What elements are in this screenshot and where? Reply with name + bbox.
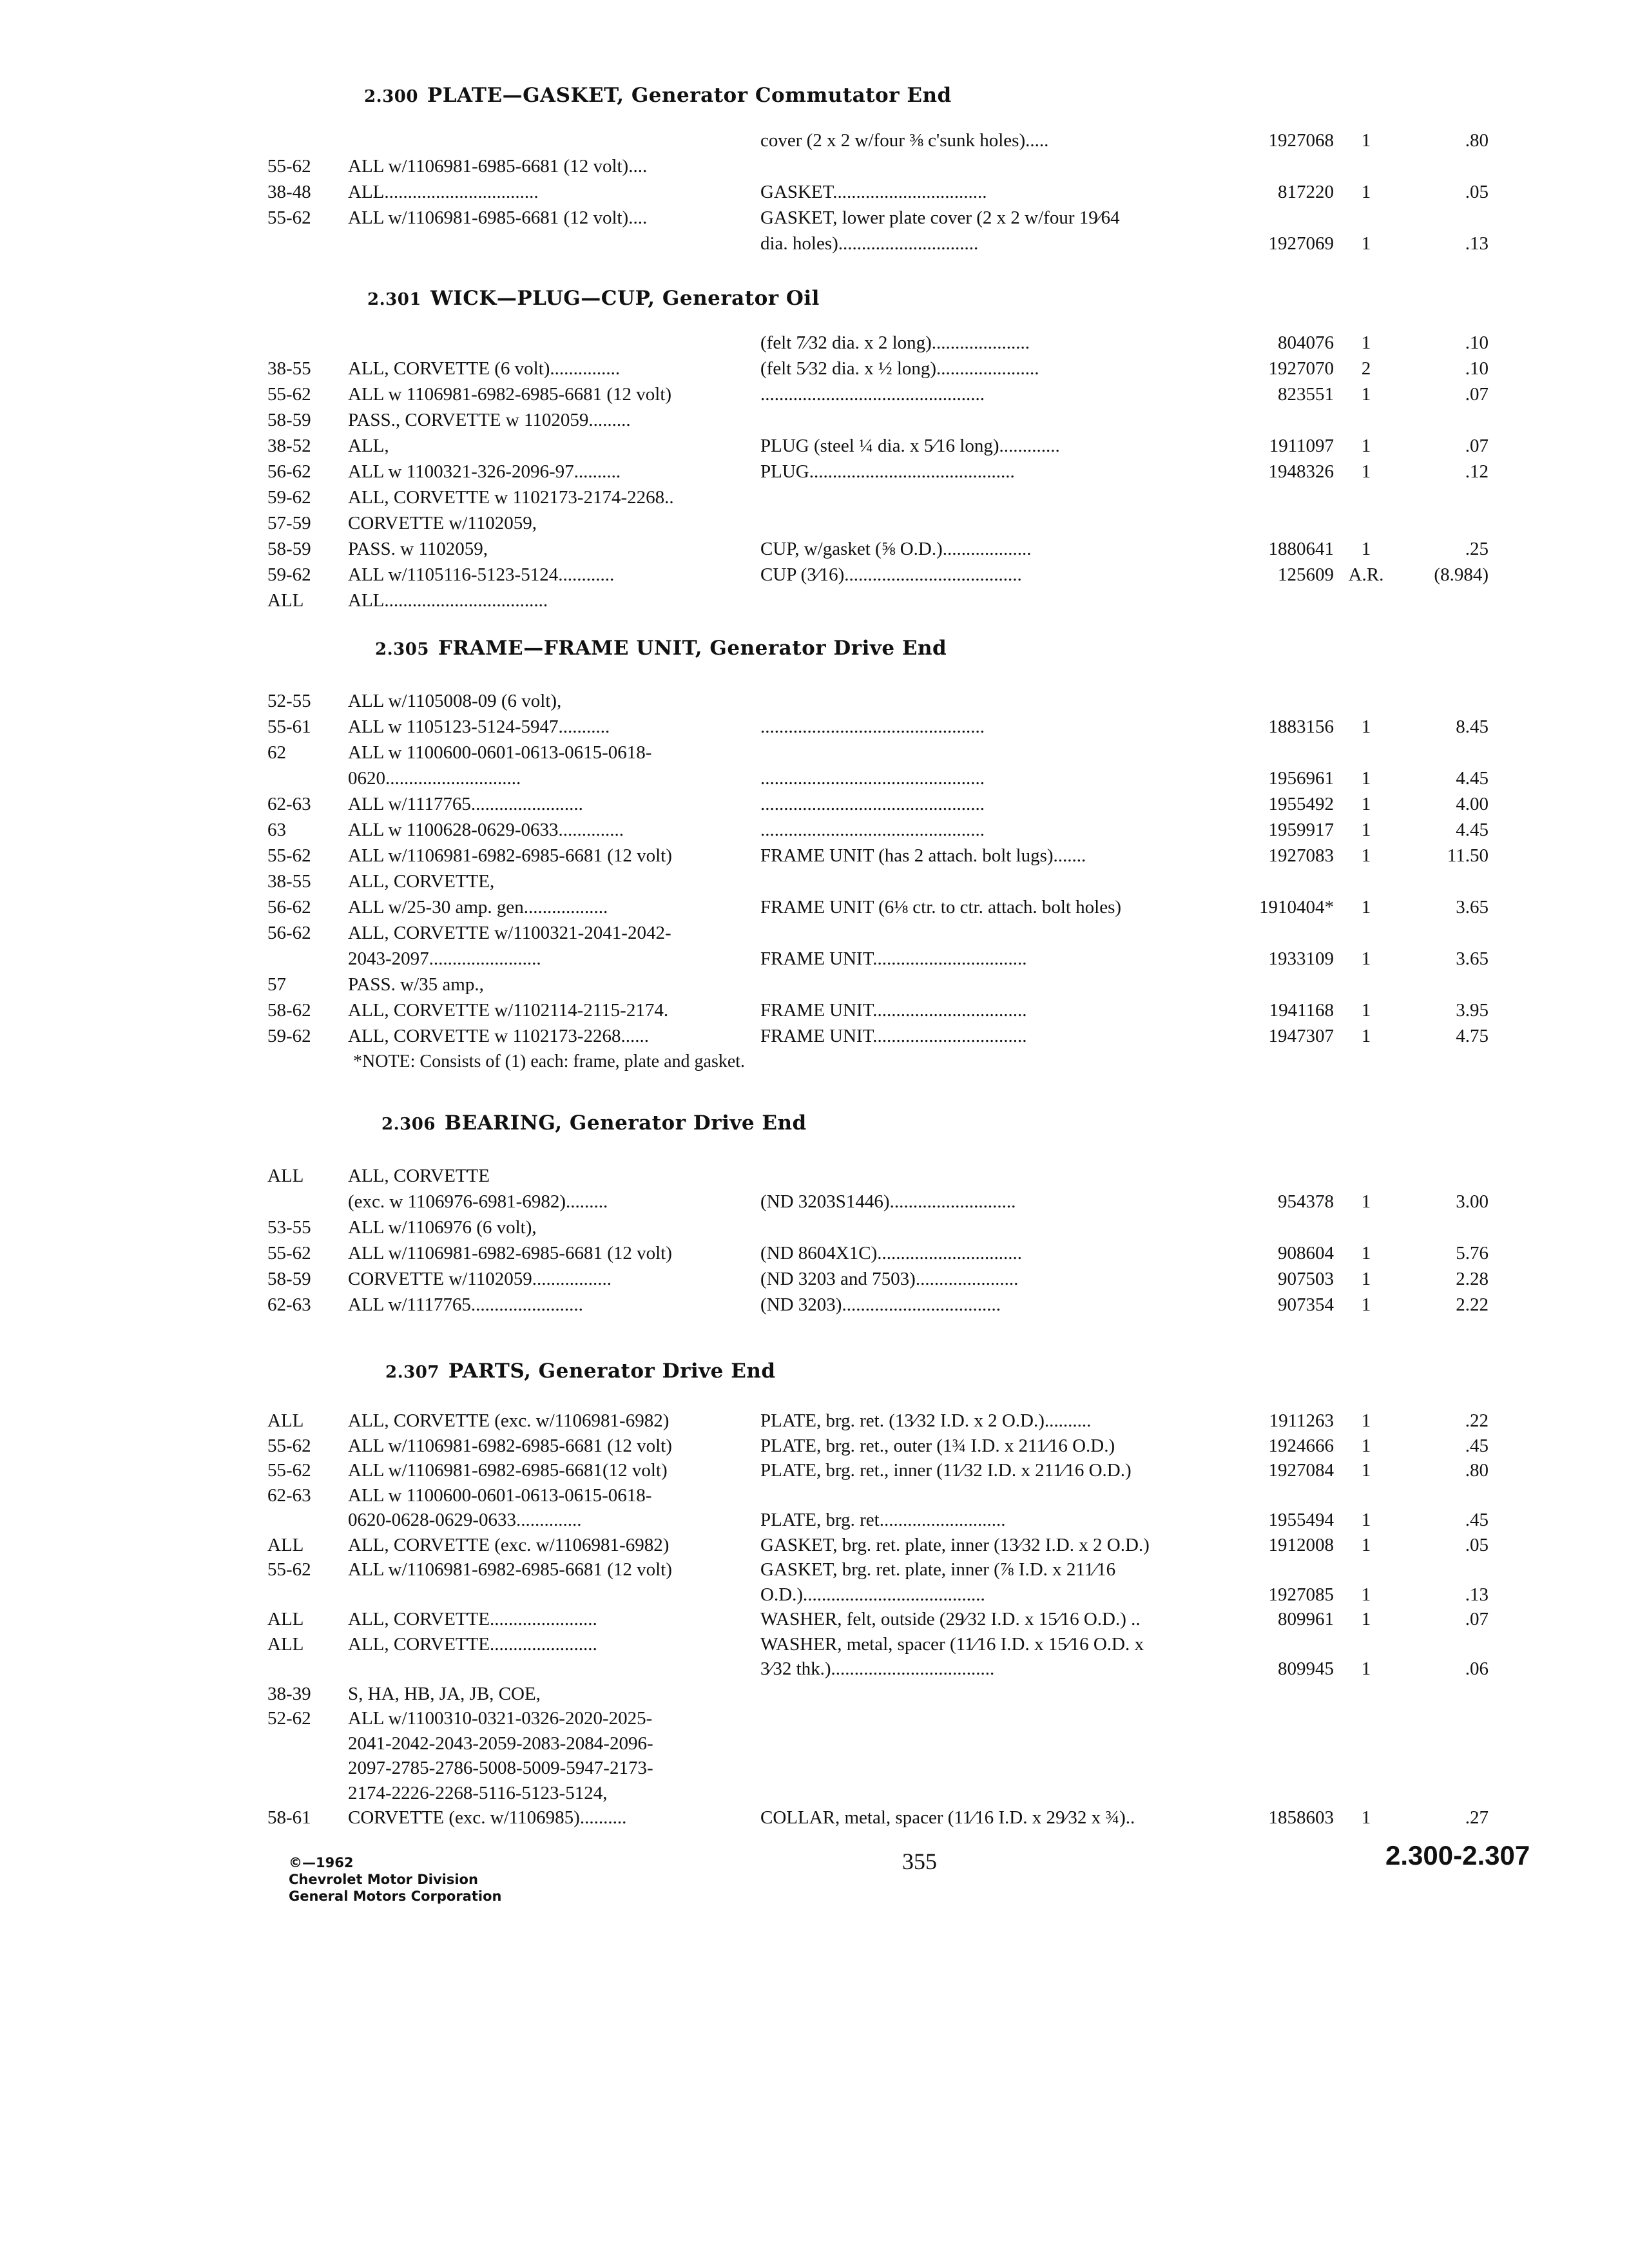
cell-qty: 1	[1361, 1269, 1371, 1289]
cell-part: 823551	[1278, 384, 1334, 405]
cell-app: ALL w 1100321-326-2096-97..........	[348, 461, 621, 482]
cell-app: CORVETTE w/1102059,	[348, 513, 537, 533]
cell-desc: ................................................	[760, 768, 985, 789]
parts-row	[0, 485, 1629, 510]
cell-price: 4.00	[1456, 794, 1489, 814]
cell-qty: 1	[1361, 845, 1371, 866]
cell-desc: FRAME UNIT.................................	[760, 1026, 1027, 1046]
cell-part: 1910404*	[1259, 897, 1334, 918]
cell-app: ALL...................................	[348, 590, 548, 611]
cell-price: .13	[1465, 1584, 1489, 1605]
cell-desc: PLATE, brg. ret., outer (1¾ I.D. x 211⁄16 O.D.)	[760, 1435, 1115, 1456]
cell-qty: 1	[1361, 233, 1371, 254]
cell-part: 1927085	[1268, 1584, 1334, 1605]
cell-desc: (ND 3203)..................................	[760, 1294, 1001, 1315]
cell-year: 55-62	[267, 1435, 311, 1456]
cell-price: .05	[1465, 182, 1489, 202]
parts-row	[0, 459, 1629, 485]
cell-qty: 1	[1361, 461, 1371, 482]
cell-desc: GASKET, lower plate cover (2 x 2 w/four 19⁄64	[760, 207, 1120, 228]
cell-app: ALL w/1105116-5123-5124............	[348, 564, 615, 585]
cell-app: ALL, CORVETTE.......................	[348, 1633, 597, 1655]
cell-qty: 1	[1361, 794, 1371, 814]
copyright-text: ©—1962	[289, 1855, 354, 1870]
section-title	[375, 637, 947, 660]
cell-app: ALL, CORVETTE w/1100321-2041-2042-	[348, 923, 671, 943]
cell-year: 38-52	[267, 436, 311, 456]
cell-part: 1948326	[1268, 461, 1334, 482]
cell-part: 1956961	[1268, 768, 1334, 789]
parts-row	[0, 1656, 1629, 1682]
parts-row	[0, 740, 1629, 765]
cell-qty: 1	[1361, 1807, 1371, 1828]
parts-row	[0, 817, 1629, 843]
cell-desc: GASKET.................................	[760, 182, 987, 202]
cell-year: 55-62	[267, 1460, 311, 1481]
parts-row	[0, 1408, 1629, 1434]
parts-row	[0, 588, 1629, 613]
parts-row	[0, 179, 1629, 205]
cell-part: 1912008	[1268, 1534, 1334, 1555]
cell-app: ALL w/1106981-6982-6985-6681 (12 volt)	[348, 1559, 672, 1580]
cell-app: 0620-0628-0629-0633..............	[348, 1510, 582, 1530]
parts-row	[0, 894, 1629, 920]
cell-year: 55-62	[267, 207, 311, 228]
cell-qty: 1	[1361, 1410, 1371, 1431]
cell-part: 1858603	[1268, 1807, 1334, 1828]
cell-qty: 1	[1361, 1460, 1371, 1481]
cell-desc: CUP, w/gasket (⅝ O.D.)...................	[760, 539, 1032, 559]
cell-app: ALL w 1100600-0601-0613-0615-0618-	[348, 1485, 652, 1506]
cell-app: ALL, CORVETTE.......................	[348, 1609, 597, 1629]
parts-row	[0, 1023, 1629, 1049]
cell-desc: (felt 7⁄32 dia. x 2 long).....................	[760, 332, 1030, 353]
cell-part: 809945	[1278, 1658, 1334, 1679]
section-title	[381, 1111, 807, 1135]
cell-qty: 1	[1361, 820, 1371, 840]
parts-row	[0, 433, 1629, 459]
parts-row	[0, 1606, 1629, 1632]
parts-row	[0, 997, 1629, 1023]
cell-desc: 3⁄32 thk.)...................................	[760, 1658, 995, 1679]
cell-qty: 1	[1361, 182, 1371, 202]
cell-qty: 1	[1361, 130, 1371, 151]
cell-year: 55-62	[267, 156, 311, 177]
cell-qty: 1	[1361, 1294, 1371, 1315]
cell-price: .45	[1465, 1510, 1489, 1530]
parts-row	[0, 381, 1629, 407]
cell-part: 1911263	[1269, 1410, 1334, 1431]
cell-year: ALL	[267, 1410, 304, 1431]
cell-year: 59-62	[267, 1026, 311, 1046]
cell-price: 2.22	[1456, 1294, 1489, 1315]
cell-price: .10	[1465, 332, 1489, 353]
cell-qty: 1	[1361, 1191, 1371, 1212]
parts-row	[0, 946, 1629, 972]
cell-qty: 1	[1361, 1534, 1371, 1555]
cell-part: 1933109	[1268, 948, 1334, 969]
cell-year: 59-62	[267, 487, 311, 508]
cell-desc: ................................................	[760, 820, 985, 840]
cell-year: 63	[267, 820, 286, 840]
cell-app: ALL w/1106976 (6 volt),	[348, 1217, 537, 1238]
parts-row	[0, 1433, 1629, 1459]
cell-year: 53-55	[267, 1217, 311, 1238]
cell-year: 58-62	[267, 1000, 311, 1021]
cell-app: ALL,	[348, 436, 389, 456]
cell-app: ALL w/1106981-6982-6985-6681 (12 volt)	[348, 845, 672, 866]
cell-app: S, HA, HB, JA, JB, COE,	[348, 1683, 541, 1704]
parts-row	[0, 510, 1629, 536]
cell-part: 809961	[1278, 1609, 1334, 1629]
parts-row	[0, 765, 1629, 791]
cell-desc: FRAME UNIT.................................	[760, 948, 1027, 969]
cell-desc: FRAME UNIT (6⅛ ctr. to ctr. attach. bolt holes)	[760, 897, 1122, 918]
cell-desc: (ND 3203 and 7503)......................	[760, 1269, 1019, 1289]
cell-part: 817220	[1278, 182, 1334, 202]
cell-year: 55-62	[267, 1559, 311, 1580]
cell-qty: 1	[1361, 948, 1371, 969]
cell-year: 56-62	[267, 923, 311, 943]
cell-part: 1927084	[1268, 1460, 1334, 1481]
cell-part: 1959917	[1268, 820, 1334, 840]
cell-app: PASS. w/35 amp.,	[348, 974, 484, 995]
cell-price: .27	[1465, 1807, 1489, 1828]
cell-app: ALL w/1106981-6985-6681 (12 volt)....	[348, 156, 648, 177]
cell-app: ALL.................................	[348, 182, 539, 202]
cell-price: 11.50	[1447, 845, 1489, 866]
cell-part: 1924666	[1268, 1435, 1334, 1456]
cell-part: 1947307	[1268, 1026, 1334, 1046]
cell-app: ALL w/1117765........................	[348, 794, 583, 814]
parts-row	[0, 1240, 1629, 1266]
cell-price: 3.65	[1456, 948, 1489, 969]
cell-year: 38-39	[267, 1683, 311, 1704]
cell-part: 954378	[1278, 1191, 1334, 1212]
cell-app: ALL w 1100628-0629-0633..............	[348, 820, 624, 840]
section-name: PARTS, Generator Drive End	[448, 1360, 776, 1383]
parts-row	[0, 972, 1629, 997]
cell-price: .80	[1465, 130, 1489, 151]
parts-row	[0, 791, 1629, 817]
cell-year: 58-59	[267, 410, 311, 430]
cell-qty: 1	[1361, 768, 1371, 789]
cell-price: .06	[1465, 1658, 1489, 1679]
cell-year: 38-55	[267, 358, 311, 379]
section-title	[385, 1360, 776, 1383]
cell-price: 4.75	[1456, 1026, 1489, 1046]
cell-app: ALL w/1106981-6982-6985-6681 (12 volt)	[348, 1435, 672, 1456]
cell-app: (exc. w 1106976-6981-6982).........	[348, 1191, 608, 1212]
cell-qty: 1	[1361, 1243, 1371, 1264]
parts-row	[0, 869, 1629, 894]
cell-year: 38-55	[267, 871, 311, 892]
cell-price: 4.45	[1456, 820, 1489, 840]
cell-desc: ................................................	[760, 794, 985, 814]
cell-desc: WASHER, felt, outside (29⁄32 I.D. x 15⁄16 O.D.) ..	[760, 1609, 1141, 1629]
cell-desc: FRAME UNIT (has 2 attach. bolt lugs).......	[760, 845, 1086, 866]
page-range: 2.300-2.307	[1385, 1840, 1530, 1870]
cell-year: 57	[267, 974, 286, 995]
cell-price: (8.984)	[1434, 564, 1489, 585]
cell-part: 1927083	[1268, 845, 1334, 866]
cell-qty: 1	[1361, 1658, 1371, 1679]
cell-price: .45	[1465, 1435, 1489, 1456]
parts-row	[0, 1731, 1629, 1756]
cell-year: 56-62	[267, 897, 311, 918]
cell-app: ALL w/1106981-6985-6681 (12 volt)....	[348, 207, 648, 228]
cell-year: 55-62	[267, 845, 311, 866]
parts-row	[0, 407, 1629, 433]
cell-desc: (felt 5⁄32 dia. x ½ long)......................	[760, 358, 1039, 379]
cell-price: .07	[1465, 384, 1489, 405]
cell-year: 52-62	[267, 1708, 311, 1729]
section-number: 2.301	[367, 290, 421, 309]
cell-app: ALL, CORVETTE,	[348, 871, 495, 892]
cell-desc: GASKET, brg. ret. plate, inner (⅞ I.D. x 211⁄16	[760, 1559, 1116, 1580]
cell-app: 2097-2785-2786-5008-5009-5947-2173-	[348, 1758, 653, 1778]
cell-price: .07	[1465, 436, 1489, 456]
cell-year: 62-63	[267, 1485, 311, 1506]
cell-part: 1911097	[1269, 436, 1334, 456]
cell-app: ALL w 1106981-6982-6985-6681 (12 volt)	[348, 384, 672, 405]
section-number: 2.300	[364, 87, 418, 106]
section-name: BEARING, Generator Drive End	[444, 1111, 807, 1135]
cell-part: 907354	[1278, 1294, 1334, 1315]
parts-row	[0, 1292, 1629, 1318]
cell-year: 58-61	[267, 1807, 311, 1828]
parts-row	[0, 1507, 1629, 1533]
cell-app: ALL, CORVETTE w/1102114-2115-2174.	[348, 1000, 669, 1021]
cell-year: ALL	[267, 1633, 304, 1655]
cell-part: 1927069	[1268, 233, 1334, 254]
cell-price: 2.28	[1456, 1269, 1489, 1289]
parts-row	[0, 688, 1629, 714]
cell-app: CORVETTE w/1102059.................	[348, 1269, 612, 1289]
parts-row	[0, 1266, 1629, 1292]
cell-app: 2041-2042-2043-2059-2083-2084-2096-	[348, 1733, 653, 1754]
cell-desc: ................................................	[760, 716, 985, 737]
publisher-credit	[289, 1854, 501, 1905]
cell-year: 56-62	[267, 461, 311, 482]
cell-qty: 1	[1361, 1584, 1371, 1605]
cell-qty: 1	[1361, 332, 1371, 353]
cell-app: ALL, CORVETTE (exc. w/1106981-6982)	[348, 1410, 670, 1431]
cell-qty: A.R.	[1348, 564, 1384, 585]
section-number: 2.307	[385, 1363, 439, 1382]
cell-qty: 1	[1361, 897, 1371, 918]
parts-row	[0, 1780, 1629, 1806]
parts-row	[0, 562, 1629, 588]
parts-row	[0, 1755, 1629, 1781]
parts-row	[0, 714, 1629, 740]
cell-app: 2174-2226-2268-5116-5123-5124,	[348, 1782, 608, 1803]
cell-qty: 2	[1361, 358, 1371, 379]
cell-desc: ................................................	[760, 384, 985, 405]
cell-part: 804076	[1278, 332, 1334, 353]
cell-desc: PLATE, brg. ret., inner (11⁄32 I.D. x 211⁄16 O.D.)	[760, 1460, 1132, 1481]
section-name: WICK—PLUG—CUP, Generator Oil	[430, 287, 820, 310]
parts-row	[0, 128, 1629, 153]
cell-year: 38-48	[267, 182, 311, 202]
cell-app: ALL w/25-30 amp. gen..................	[348, 897, 608, 918]
cell-part: 1927070	[1268, 358, 1334, 379]
cell-qty: 1	[1361, 436, 1371, 456]
section-name: PLATE—GASKET, Generator Commutator End	[427, 84, 952, 107]
section-title	[364, 84, 952, 107]
cell-price: .12	[1465, 461, 1489, 482]
cell-year: ALL	[267, 590, 304, 611]
cell-year: 57-59	[267, 513, 311, 533]
cell-desc: O.D.).......................................	[760, 1584, 985, 1605]
cell-qty: 1	[1361, 1000, 1371, 1021]
cell-qty: 1	[1361, 1510, 1371, 1530]
cell-desc: PLATE, brg. ret. (13⁄32 I.D. x 2 O.D.)..........	[760, 1410, 1092, 1431]
parts-row	[0, 1189, 1629, 1215]
cell-year: 55-62	[267, 1243, 311, 1264]
cell-app: ALL w/1106981-6982-6985-6681(12 volt)	[348, 1460, 668, 1481]
cell-year: 58-59	[267, 1269, 311, 1289]
cell-price: .10	[1465, 358, 1489, 379]
cell-qty: 1	[1361, 716, 1371, 737]
section-number: 2.306	[381, 1115, 436, 1134]
cell-qty: 1	[1361, 1026, 1371, 1046]
parts-row	[0, 1557, 1629, 1582]
parts-row	[0, 843, 1629, 869]
cell-qty: 1	[1361, 384, 1371, 405]
cell-app: ALL w/1117765........................	[348, 1294, 583, 1315]
cell-desc: WASHER, metal, spacer (11⁄16 I.D. x 15⁄16 O.D. x	[760, 1633, 1144, 1655]
cell-part: 1955494	[1268, 1510, 1334, 1530]
cell-desc: GASKET, brg. ret. plate, inner (13⁄32 I.D. x 2 O.D.)	[760, 1534, 1150, 1555]
cell-app: 0620.............................	[348, 768, 521, 789]
cell-part: 125609	[1278, 564, 1334, 585]
parts-row	[0, 330, 1629, 356]
parts-row	[0, 1681, 1629, 1707]
cell-year: 62	[267, 742, 286, 763]
parts-row	[0, 1631, 1629, 1657]
cell-price: .13	[1465, 233, 1489, 254]
cell-price: .07	[1465, 1609, 1489, 1629]
cell-qty: 1	[1361, 539, 1371, 559]
section-number: 2.305	[375, 640, 429, 659]
cell-price: .25	[1465, 539, 1489, 559]
cell-desc: PLATE, brg. ret...........................	[760, 1510, 1006, 1530]
corporation-text: General Motors Corporation	[289, 1888, 502, 1904]
cell-part: 1927068	[1268, 130, 1334, 151]
parts-row	[0, 1215, 1629, 1240]
cell-app: ALL, CORVETTE w 1102173-2174-2268..	[348, 487, 674, 508]
cell-app: PASS. w 1102059,	[348, 539, 488, 559]
cell-year: ALL	[267, 1609, 304, 1629]
parts-row	[0, 536, 1629, 562]
cell-app: ALL, CORVETTE (exc. w/1106981-6982)	[348, 1534, 670, 1555]
cell-price: .80	[1465, 1460, 1489, 1481]
cell-price: 5.76	[1456, 1243, 1489, 1264]
cell-part: 907503	[1278, 1269, 1334, 1289]
parts-row	[0, 1457, 1629, 1483]
cell-price: .22	[1465, 1410, 1489, 1431]
cell-part: 908604	[1278, 1243, 1334, 1264]
cell-price: 4.45	[1456, 768, 1489, 789]
section-note: *NOTE: Consists of (1) each: frame, plate and gasket.	[353, 1052, 746, 1072]
parts-row	[0, 231, 1629, 256]
cell-year: 62-63	[267, 794, 311, 814]
cell-desc: CUP (3⁄16)......................................	[760, 564, 1022, 585]
cell-year: 52-55	[267, 691, 311, 711]
cell-desc: (ND 3203S1446)...........................	[760, 1191, 1016, 1212]
cell-year: 55-62	[267, 384, 311, 405]
parts-row	[0, 1582, 1629, 1608]
parts-row	[0, 1532, 1629, 1558]
cell-app: ALL, CORVETTE	[348, 1166, 490, 1186]
cell-app: ALL w/1100310-0321-0326-2020-2025-	[348, 1708, 653, 1729]
cell-price: 3.95	[1456, 1000, 1489, 1021]
cell-year: ALL	[267, 1166, 304, 1186]
cell-desc: (ND 8604X1C)...............................	[760, 1243, 1022, 1264]
parts-row	[0, 920, 1629, 946]
cell-app: ALL w 1100600-0601-0613-0615-0618-	[348, 742, 652, 763]
cell-desc: dia. holes)..............................	[760, 233, 979, 254]
parts-row	[0, 1483, 1629, 1508]
cell-year: ALL	[267, 1534, 304, 1555]
cell-part: 1880641	[1268, 539, 1334, 559]
page-number: 355	[902, 1849, 937, 1874]
cell-qty: 1	[1361, 1609, 1371, 1629]
parts-row	[0, 205, 1629, 231]
cell-app: PASS., CORVETTE w 1102059.........	[348, 410, 631, 430]
cell-app: ALL, CORVETTE w 1102173-2268......	[348, 1026, 650, 1046]
parts-row	[0, 153, 1629, 179]
cell-desc: COLLAR, metal, spacer (11⁄16 I.D. x 29⁄32 x ¾)..	[760, 1807, 1135, 1828]
cell-app: CORVETTE (exc. w/1106985)..........	[348, 1807, 627, 1828]
cell-year: 58-59	[267, 539, 311, 559]
cell-price: 3.00	[1456, 1191, 1489, 1212]
cell-app: ALL w/1106981-6982-6985-6681 (12 volt)	[348, 1243, 672, 1264]
cell-part: 1941168	[1269, 1000, 1334, 1021]
cell-app: ALL, CORVETTE (6 volt)...............	[348, 358, 621, 379]
cell-price: .05	[1465, 1534, 1489, 1555]
cell-app: ALL w/1105008-09 (6 volt),	[348, 691, 562, 711]
cell-year: 62-63	[267, 1294, 311, 1315]
cell-part: 1955492	[1268, 794, 1334, 814]
cell-year: 55-61	[267, 716, 311, 737]
cell-qty: 1	[1361, 1435, 1371, 1456]
cell-price: 3.65	[1456, 897, 1489, 918]
cell-app: ALL w 1105123-5124-5947...........	[348, 716, 610, 737]
cell-desc: FRAME UNIT.................................	[760, 1000, 1027, 1021]
parts-row	[0, 1706, 1629, 1731]
cell-part: 1883156	[1268, 716, 1334, 737]
cell-desc: cover (2 x 2 w/four ⅜ c'sunk holes).....	[760, 130, 1049, 151]
cell-year: 59-62	[267, 564, 311, 585]
cell-app: 2043-2097........................	[348, 948, 541, 969]
division-text: Chevrolet Motor Division	[289, 1872, 478, 1887]
cell-price: 8.45	[1456, 716, 1489, 737]
parts-row	[0, 356, 1629, 381]
cell-desc: PLUG............................................	[760, 461, 1015, 482]
section-title	[367, 287, 820, 310]
cell-desc: PLUG (steel ¼ dia. x 5⁄16 long).............	[760, 436, 1060, 456]
parts-row	[0, 1805, 1629, 1831]
section-name: FRAME—FRAME UNIT, Generator Drive End	[438, 637, 947, 660]
parts-row	[0, 1163, 1629, 1189]
